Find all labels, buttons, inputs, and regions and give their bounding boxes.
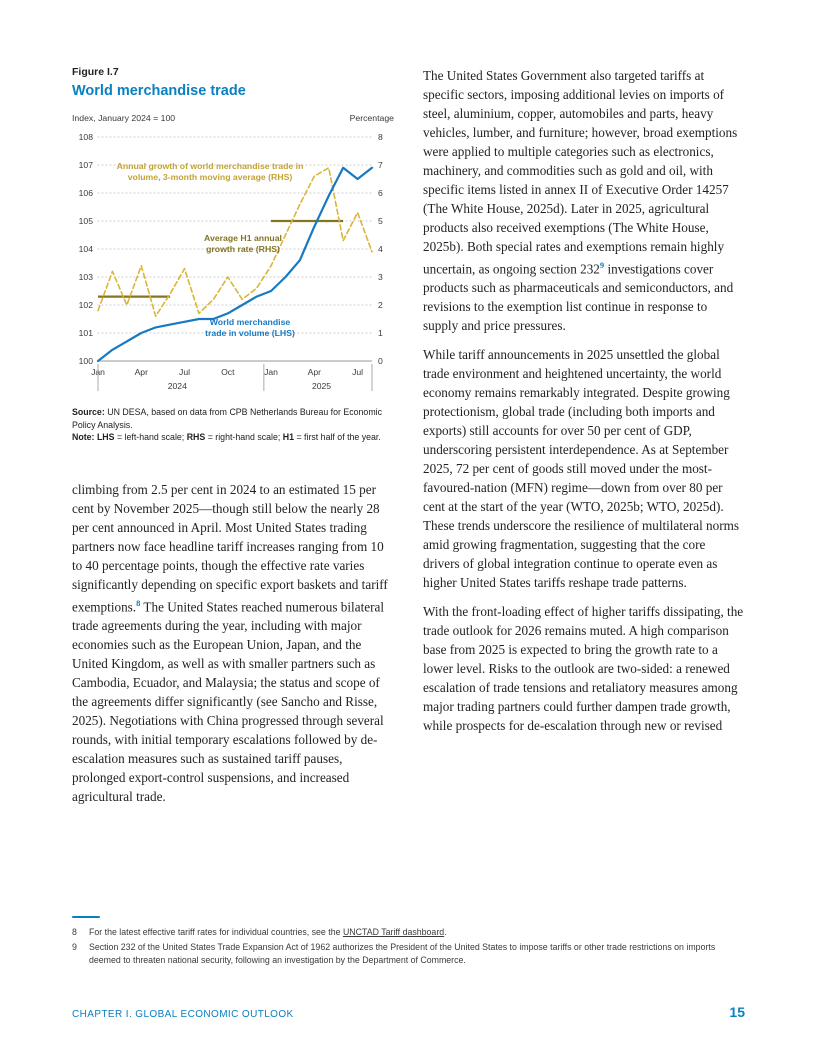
text-run: With the front-loading effect of higher tariffs dissipating, the trade outlook for 2026 remains muted. A high comparison base from 2025 is expected to bring the growth rate to a lower level. Risks to the outlook are two-sided: a renewed escalation of trade tensions and retaliatory measures among major trading partners could further dampen trade growth, while prospects for de-escalation through new or revised xyxy=(423,604,744,734)
figure-source xyxy=(72,406,394,431)
figure-label: Figure I.7 xyxy=(72,66,119,78)
svg-text:2: 2 xyxy=(378,300,383,310)
text-run: = right-hand scale; xyxy=(205,432,283,443)
svg-text:103: 103 xyxy=(78,272,93,282)
text-run: H1 xyxy=(282,432,295,443)
annotation-line: trade in volume (LHS) xyxy=(205,328,295,338)
svg-text:6: 6 xyxy=(378,188,383,198)
figure-block xyxy=(72,66,394,444)
footnote-ref: 8 xyxy=(136,597,141,608)
svg-text:4: 4 xyxy=(378,244,383,254)
svg-text:107: 107 xyxy=(78,160,93,170)
paragraph xyxy=(423,345,745,592)
text-run: = left-hand scale; xyxy=(114,432,187,443)
footnote-text xyxy=(89,941,745,967)
svg-text:5: 5 xyxy=(378,216,383,226)
footnote-number: 8 xyxy=(72,927,77,937)
text-run: Source: xyxy=(72,407,105,417)
text-run: UN DESA, based on data from CPB Netherlands Bureau for Economic Policy Analysis. xyxy=(72,407,383,430)
svg-text:1: 1 xyxy=(378,328,383,338)
text-run: Section 232 of the United States Trade Expansion Act of 1962 authorizes the President of the United States to impose tariffs or other trade restrictions on imports deemed to threaten national security, following an investigation by the Department of Commerce. xyxy=(89,941,716,965)
footnote-number: 9 xyxy=(72,941,77,952)
text-run: = first half of the year. xyxy=(294,432,381,443)
svg-text:Jan: Jan xyxy=(264,367,278,377)
annotation-avg-h1 xyxy=(184,233,302,255)
footnote-ref: 9 xyxy=(599,260,605,270)
annotation-line: Annual growth of world merchandise trade in xyxy=(116,161,304,171)
footnotes xyxy=(72,916,745,968)
text-run: investigations cover products such as pharmaceuticals and semiconductors, and revisions to the exemption list continue in response to supply and price pressures. xyxy=(423,261,734,334)
svg-text:Oct: Oct xyxy=(221,367,235,377)
svg-text:108: 108 xyxy=(78,132,93,142)
svg-text:Jan: Jan xyxy=(91,367,105,377)
text-run: The United States Government also targeted tariffs at specific sectors, imposing additional levies on imports of steel, aluminium, copper, automobiles and parts, heavy vehicles, lumber, and furniture; however, broad exemptions were applied to multiple categories such as electronics, machinery, and commodities such as gold and oil, with specific items listed in annex II of Executive Order 14257 (The White House, 2025d). Later in 2025, agricultural products also received exemptions (The White House, 2025b). Both special rates and exemptions remain highly uncertain, as ongoing section 232 xyxy=(423,68,738,277)
figure-title: World merchandise trade xyxy=(72,83,246,99)
text-run: . xyxy=(444,927,447,937)
text-run: Note: xyxy=(72,432,95,443)
svg-text:2025: 2025 xyxy=(311,381,332,391)
svg-text:2024: 2024 xyxy=(167,381,187,391)
svg-text:101: 101 xyxy=(78,328,93,338)
page-footer xyxy=(72,1004,745,1020)
annotation-line: World merchandise xyxy=(209,317,291,327)
annotation-line: growth rate (RHS) xyxy=(206,244,280,254)
annotation-rhs-growth xyxy=(100,161,320,183)
annotation-line: volume, 3-month moving average (RHS) xyxy=(127,172,293,182)
footer-chapter: CHAPTER I. GLOBAL ECONOMIC OUTLOOK xyxy=(72,1009,294,1020)
unctad-tariff-dashboard-link[interactable]: UNCTAD Tariff dashboard xyxy=(342,927,445,937)
svg-text:105: 105 xyxy=(78,216,93,226)
svg-text:104: 104 xyxy=(78,244,93,254)
text-run: LHS xyxy=(96,432,115,443)
left-column xyxy=(72,66,394,806)
footnote-text xyxy=(89,926,745,939)
annotation-line: Average H1 annual xyxy=(204,233,282,243)
text-run: The United States reached numerous bilateral trade agreements during the year, including with major economies such as the European Union, Japan, and the United Kingdom, as well as with smaller partners such as Cambodia, Ecuador, and Malaysia; the status and scope of the agreements differ significantly (see Sancho and Risse, 2025). Negotiations with China progressed through several rounds, with initial temporary escalations followed by de-escalation measures such as sustained tariff pauses, prolonged export-control suspensions, and increased agricultural trade. xyxy=(72,599,384,805)
svg-text:Apr: Apr xyxy=(307,367,322,377)
left-axis-label: Index, January 2024 = 100 xyxy=(72,113,176,123)
footer-page-number: 15 xyxy=(729,1004,745,1020)
svg-text:0: 0 xyxy=(378,356,383,366)
figure-chart xyxy=(72,125,392,397)
figure-note xyxy=(72,431,394,444)
svg-text:8: 8 xyxy=(378,132,383,142)
footnote xyxy=(72,926,745,939)
svg-text:Jul: Jul xyxy=(352,367,364,377)
svg-text:Apr: Apr xyxy=(134,367,148,377)
chart-axis-labels xyxy=(72,113,394,123)
page-content xyxy=(72,66,745,806)
text-run: climbing from 2.5 per cent in 2024 to an estimated 15 per cent by November 2025—though still below the nearly 28 per cent announced in April. Most United States trading partners now face headline tariff increases ranging from 10 to 40 percentage points, though the effective rate varies significantly depending on specific export baskets and tariff exemptions. xyxy=(72,481,388,615)
right-axis-label: Percentage xyxy=(349,113,394,123)
footnote-separator xyxy=(72,916,100,918)
svg-text:100: 100 xyxy=(78,356,93,366)
right-column xyxy=(423,66,745,806)
svg-text:3: 3 xyxy=(378,272,383,282)
text-run: For the latest effective tariff rates for individual countries, see the xyxy=(89,927,343,937)
svg-text:106: 106 xyxy=(78,188,93,198)
paragraph xyxy=(423,66,745,335)
svg-text:102: 102 xyxy=(78,300,93,310)
paragraph xyxy=(72,480,394,806)
text-run: While tariff announcements in 2025 unsettled the global trade environment and heightened uncertainty, the world economy remains remarkably integrated. Despite growing protectionism, global trade (including both imports and exports) still accounts for over 50 per cent of GDP, underscoring persistent interdependence. As at September 2025, 72 per cent of goods still moved under the most-favoured-nation (MFN) regime—down from over 80 per cent at the start of the year (WTO, 2025b; WTO, 2025d). These trends underscore the resilience of multilateral norms amid growing fragmentation, suggesting that the core drivers of global integration continue to operate even as higher United States tariffs reshape trade patterns. xyxy=(423,347,740,591)
svg-text:7: 7 xyxy=(378,160,383,170)
annotation-lhs-trade xyxy=(196,317,304,339)
text-run: RHS xyxy=(186,432,206,443)
svg-text:Jul: Jul xyxy=(179,367,191,377)
paragraph xyxy=(423,602,745,735)
footnote xyxy=(72,941,745,967)
